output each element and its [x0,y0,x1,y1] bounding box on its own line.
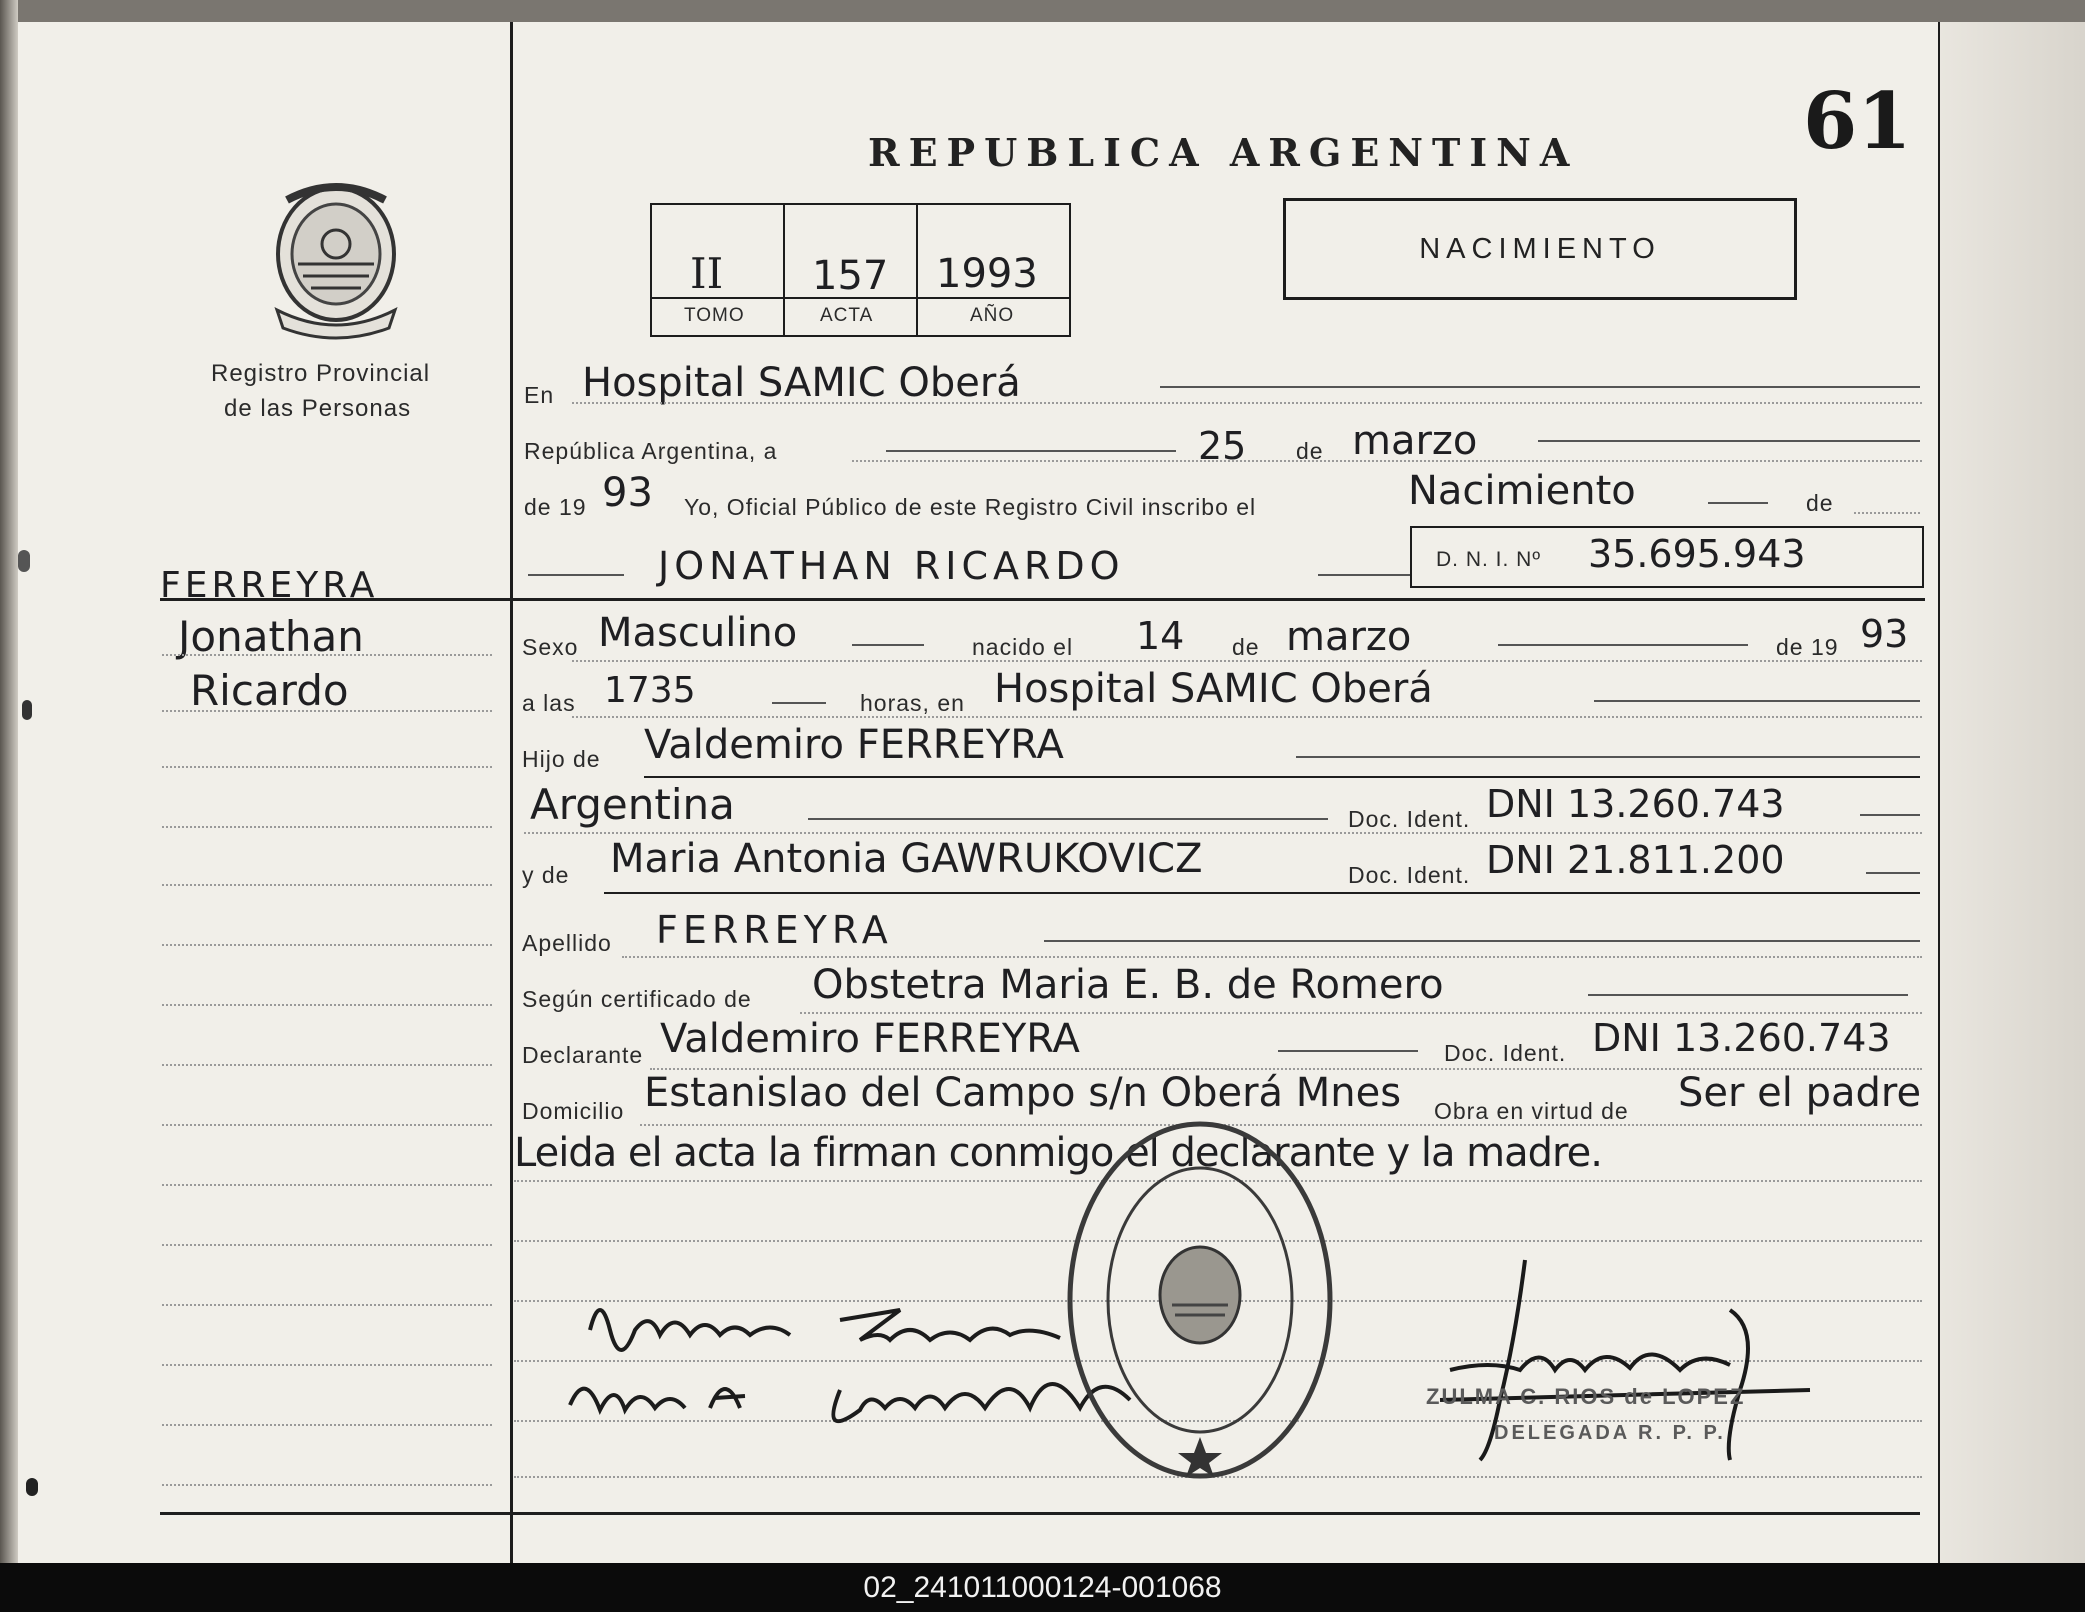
dni-label: D. N. I. Nº [1436,548,1542,571]
ano-label: AÑO [970,305,1015,326]
sidebar-given-name-2: Ricardo [190,666,349,715]
sexo-value: Masculino [598,610,798,656]
dni-value: 35.695.943 [1588,532,1806,576]
birth-place: Hospital SAMIC Oberá [994,666,1433,712]
act-type-label: NACIMIENTO [1419,233,1661,265]
official-name-stamp: ZULMA C. RIOS de LOPEZ [1426,1384,1746,1409]
registration-month: marzo [1352,418,1478,464]
mother-doc: DNI 21.811.200 [1486,838,1785,882]
birth-day: 14 [1136,614,1185,658]
sidebar-surname: FERREYRA [160,565,379,606]
surname-rule [160,598,1925,601]
registry-statement: Yo, Oficial Público de este Registro Civil inscribo el [684,494,1257,520]
segun-label: Según certificado de [522,986,752,1012]
bottom-rule [160,1512,1920,1515]
declarante-doc: DNI 13.260.743 [1592,1016,1891,1060]
de-end-label: de [1806,490,1834,516]
dni-box [1410,526,1924,588]
right-margin [1940,22,2085,1563]
yde-label: y de [522,862,570,888]
father-doc-label: Doc. Ident. [1348,806,1471,832]
act-kind-value: Nacimiento [1408,468,1636,514]
de19-label: de 19 [1776,634,1839,660]
child-name: JONATHAN RICARDO [658,544,1125,588]
alas-label: a las [522,690,576,716]
de2-label: de [1232,634,1260,660]
obra-value: Ser el padre [1678,1070,1922,1116]
republica-label: República Argentina, a [524,438,778,464]
apellido-label: Apellido [522,930,612,956]
hijo-label: Hijo de [522,746,601,772]
declarante-label: Declarante [522,1042,644,1068]
mother-doc-label: Doc. Ident. [1348,862,1471,888]
mother-name: Maria Antonia GAWRUKOVICZ [610,836,1203,882]
nacido-label: nacido el [972,634,1074,660]
binder-hole [26,1478,38,1496]
country-title: REPUBLICA ARGENTINA [868,130,1579,175]
registry-stamp-icon [1060,1115,1340,1485]
scan-edge [0,0,2085,22]
registry-box [650,203,1071,337]
de-label: de [1296,438,1324,464]
birth-time: 1735 [604,670,696,711]
official-title-stamp: DELEGADA R. P. P. [1494,1422,1726,1444]
domicilio-label: Domicilio [522,1098,625,1124]
right-border [1938,22,1940,1563]
acta-label: ACTA [820,305,874,326]
ano-value: 1993 [936,251,1038,297]
page-number: 61 [1803,76,1912,167]
registration-day: 25 [1198,424,1247,468]
declarante-doc-label: Doc. Ident. [1444,1040,1567,1066]
father-nationality: Argentina [530,780,735,829]
registration-year: 93 [602,470,653,516]
declarante-value: Valdemiro FERREYRA [660,1016,1080,1062]
provincial-seal-icon [263,180,409,340]
acta-value: 157 [812,253,889,299]
father-doc: DNI 13.260.743 [1486,782,1785,826]
image-id-footer: 02_241011000124-001068 [0,1563,2085,1612]
obra-label: Obra en virtud de [1434,1098,1629,1124]
horas-label: horas, en [860,690,965,716]
column-divider [510,22,513,1563]
en-value: Hospital SAMIC Oberá [582,360,1021,406]
registry-name-line1: Registro Provincial [211,360,431,387]
segun-value: Obstetra Maria E. B. de Romero [812,962,1444,1008]
father-name: Valdemiro FERREYRA [644,722,1064,768]
closing-statement: Leida el acta la firman conmigo el declarante y la madre. [514,1130,1602,1176]
sexo-label: Sexo [522,634,579,660]
binder-hole [22,700,32,720]
registry-name-line2: de las Personas [224,395,412,422]
binding-edge [0,0,18,1563]
domicilio-value: Estanislao del Campo s/n Oberá Mnes [644,1070,1402,1116]
birth-year: 93 [1860,612,1909,656]
binder-hole [18,550,30,572]
tomo-label: TOMO [684,305,745,326]
act-type-box [1283,198,1797,300]
apellido-value: FERREYRA [656,908,893,952]
en-label: En [524,382,555,408]
sidebar-given-name-1: Jonathan [178,612,364,661]
year-prefix-label: de 19 [524,494,587,520]
birth-month: marzo [1286,614,1412,660]
tomo-value: II [690,249,724,298]
